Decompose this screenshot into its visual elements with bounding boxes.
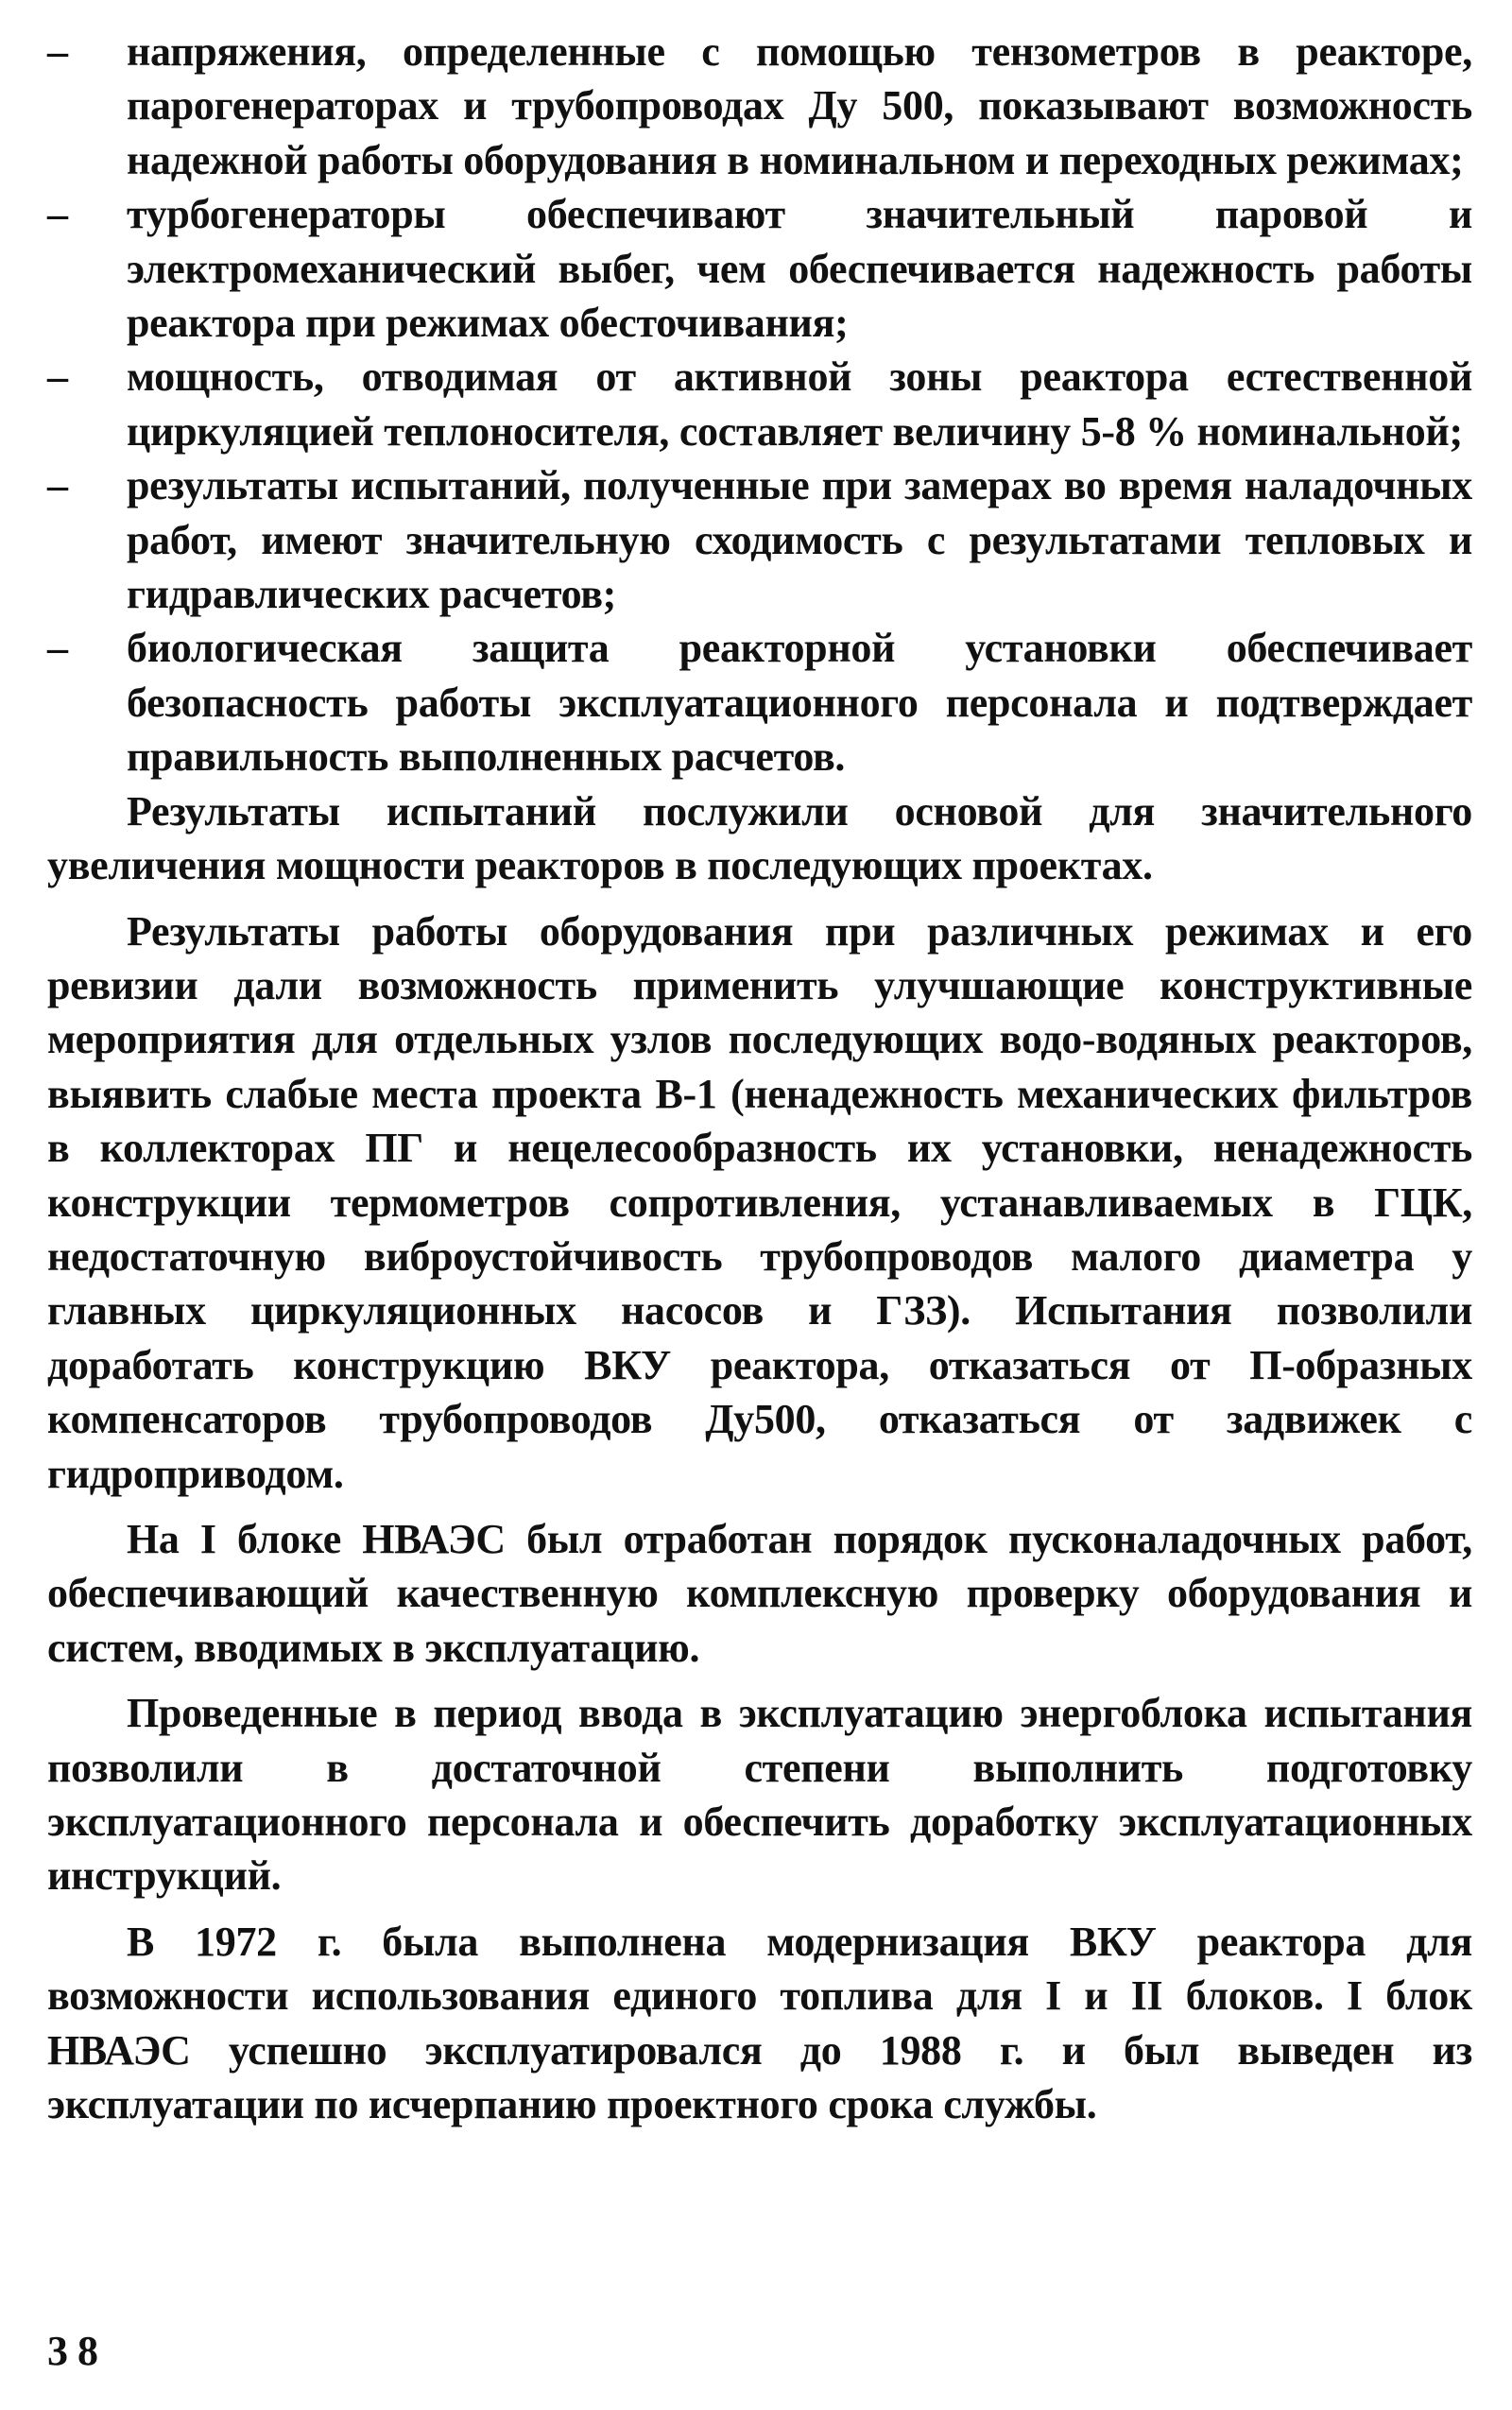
paragraph-commissioning-order: На I блоке НВАЭС был отработан порядок пусконаладочных работ, обеспечивающий качественную комплексную проверку оборудования и систем, вводимых в эксплуатацию.	[47, 1515, 1472, 1671]
bullet-dash: –	[47, 353, 68, 401]
bullet-dash: –	[47, 462, 68, 509]
bullet-item	[47, 458, 1472, 621]
bullet-item	[47, 187, 1472, 350]
paragraph-test-results: Результаты испытаний послужили основой для значительного увеличения мощности реакторов в последующих проектах.	[47, 787, 1472, 889]
page-number: 38	[47, 2328, 108, 2374]
bullet-dash: –	[47, 28, 68, 75]
bullet-item	[47, 350, 1472, 458]
bullet-text: напряжения, определенные с помощью тензометров в реакторе, парогенераторах и трубопроводах Ду 500, показывают возможность надежной работы оборудования в номинальном и переходных режимах;	[127, 28, 1472, 183]
bullet-text: биологическая защита реакторной установки обеспечивает безопасность работы эксплуатационного персонала и подтверждает правильность выполненных расчетов.	[127, 625, 1472, 781]
bullet-text: мощность, отводимая от активной зоны реактора естественной циркуляцией теплоносителя, составляет величину 5-8 % номинальной;	[127, 353, 1472, 455]
bullet-text: турбогенераторы обеспечивают значительный паровой и электромеханический выбег, чем обеспечивается надежность работы реактора при режимах обесточивания;	[127, 191, 1472, 347]
paragraph-equipment-revisions: Результаты работы оборудования при различных режимах и его ревизии дали возможность применить улучшающие конструктивные мероприятия для отдельных узлов последующих водо-водяных реакторов, выявить слабые места проекта В-1 (ненадежность механических фильтров в коллекторах ПГ и нецелесообразность их установки, ненадежность конструкции термометров сопротивления, устанавливаемых в ГЦК, недостаточную виброустойчивость трубопроводов малого диаметра у главных циркуляционных насосов и ГЗЗ). Испытания позволили доработать конструкцию ВКУ реактора, отказаться от П-образных компенсаторов трубопроводов Ду500, отказаться от задвижек с гидроприводом.	[47, 907, 1472, 1497]
bullet-item	[47, 621, 1472, 783]
paragraph-modernization: В 1972 г. была выполнена модернизация ВКУ реактора для возможности использования единого топлива для I и II блоков. I блок НВАЭС успешно эксплуатировался до 1988 г. и был выведен из эксплуатации по исчерпанию проектного срока службы.	[47, 1918, 1472, 2128]
page-body	[47, 25, 1472, 2131]
bullet-item	[47, 25, 1472, 187]
bullet-dash: –	[47, 625, 68, 672]
paragraph-personnel-training: Проведенные в период ввода в эксплуатацию энергоблока испытания позволили в достаточной степени выполнить подготовку эксплуатационного персонала и обеспечить доработку эксплуатационных инструкций.	[47, 1690, 1472, 1900]
bullet-dash: –	[47, 191, 68, 238]
bullet-text: результаты испытаний, полученные при замерах во время наладочных работ, имеют значительную сходимость с результатами тепловых и гидравлических расчетов;	[127, 462, 1472, 618]
bullet-list	[47, 25, 1472, 784]
